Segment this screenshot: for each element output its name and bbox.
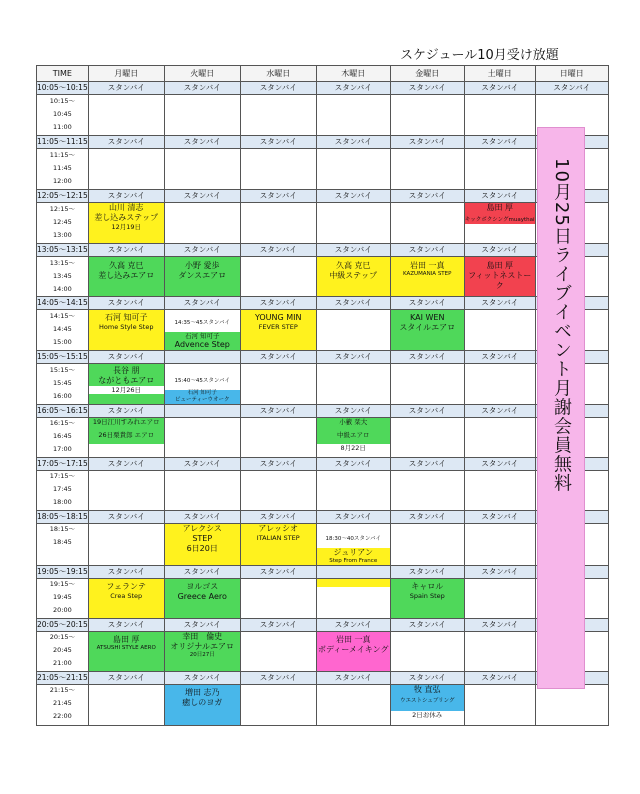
standby-cell: スタンバイ bbox=[464, 136, 535, 149]
standby-cell: スタンバイ bbox=[164, 297, 240, 310]
standby-cell: スタンバイ bbox=[316, 457, 390, 470]
standby-cell: スタンバイ bbox=[88, 136, 164, 149]
slot-time: 19:15〜 19:45 20:00 bbox=[37, 578, 89, 618]
slot-time: 15:15〜 15:45 16:00 bbox=[37, 364, 89, 405]
standby-cell: スタンバイ bbox=[164, 457, 240, 470]
band-row bbox=[37, 404, 609, 417]
standby-cell: スタンバイ bbox=[88, 297, 164, 310]
standby-cell: スタンバイ bbox=[164, 136, 240, 149]
header-row bbox=[37, 66, 609, 82]
standby-cell: スタンバイ bbox=[464, 404, 535, 417]
band-time: 17:05〜17:15 bbox=[37, 457, 89, 470]
header-thursday: 木曜日 bbox=[316, 66, 390, 82]
class-cell: 18:30〜40スタンバイ ジュリアン Step From France bbox=[316, 523, 390, 565]
slot-row bbox=[37, 257, 609, 297]
slot-time: 13:15〜 13:45 14:00 bbox=[37, 257, 89, 297]
band-time: 19:05〜19:15 bbox=[37, 565, 89, 578]
band-row bbox=[37, 136, 609, 149]
standby-cell: スタンバイ bbox=[240, 82, 316, 95]
band-time: 10:05〜10:15 bbox=[37, 82, 89, 95]
schedule-title: スケジュール10月受け放題 bbox=[400, 48, 559, 63]
slot-time: 11:15〜 11:45 12:00 bbox=[37, 149, 89, 190]
class-cell bbox=[316, 578, 390, 618]
standby-cell: スタンバイ bbox=[464, 618, 535, 631]
standby-cell: スタンバイ bbox=[316, 618, 390, 631]
band-time: 21:05〜21:15 bbox=[37, 671, 89, 684]
band-time: 15:05〜15:15 bbox=[37, 351, 89, 364]
standby-cell: スタンバイ bbox=[390, 244, 464, 257]
band-row bbox=[37, 671, 609, 684]
standby-cell: スタンバイ bbox=[240, 510, 316, 523]
standby-cell: スタンバイ bbox=[88, 510, 164, 523]
slot-time: 14:15〜 14:45 15:00 bbox=[37, 310, 89, 351]
standby-cell: スタンバイ bbox=[464, 351, 535, 364]
standby-cell: スタンバイ bbox=[240, 404, 316, 417]
slot-row bbox=[37, 149, 609, 190]
standby-cell: スタンバイ bbox=[164, 82, 240, 95]
standby-cell: スタンバイ bbox=[164, 565, 240, 578]
slot-row bbox=[37, 364, 609, 405]
class-cell: 島田 厚 フィットネストーク bbox=[464, 257, 535, 297]
standby-cell: スタンバイ bbox=[88, 565, 164, 578]
class-cell: 小籔 栞大 中級エアロ 8月22日 bbox=[316, 417, 390, 457]
standby-cell: スタンバイ bbox=[316, 404, 390, 417]
band-time: 20:05〜20:15 bbox=[37, 618, 89, 631]
slot-row bbox=[37, 310, 609, 351]
class-cell: ヨルゴス Greece Aero bbox=[164, 578, 240, 618]
slot-row bbox=[37, 578, 609, 618]
class-cell: 14:35〜45スタンバイ 石河 知可子 Advence Step bbox=[164, 310, 240, 351]
band-row bbox=[37, 244, 609, 257]
class-cell: YOUNG MIN FEVER STEP bbox=[240, 310, 316, 351]
slot-time: 16:15〜 16:45 17:00 bbox=[37, 417, 89, 457]
band-time: 16:05〜16:15 bbox=[37, 404, 89, 417]
slot-row bbox=[37, 470, 609, 510]
class-cell: アレッシオ ITALIAN STEP bbox=[240, 523, 316, 565]
slot-time: 10:15〜 10:45 11:00 bbox=[37, 95, 89, 136]
header-time: TIME bbox=[37, 66, 89, 82]
standby-cell: スタンバイ bbox=[390, 457, 464, 470]
band-time: 13:05〜13:15 bbox=[37, 244, 89, 257]
standby-cell: スタンバイ bbox=[164, 671, 240, 684]
class-cell: KAI WEN スタイルエアロ bbox=[390, 310, 464, 351]
live-event-text: 10月25日ライブイベント月謝会員無料 bbox=[551, 158, 572, 493]
band-row bbox=[37, 297, 609, 310]
standby-cell: スタンバイ bbox=[240, 244, 316, 257]
slot-time: 18:15〜 18:45 bbox=[37, 523, 89, 565]
band-time: 11:05〜11:15 bbox=[37, 136, 89, 149]
class-cell: 15:40〜45スタンバイ 石河 知可子 ビューティーウオーク bbox=[164, 364, 240, 405]
band-row bbox=[37, 457, 609, 470]
slot-row bbox=[37, 417, 609, 457]
class-cell: 長谷 朋 ながともエアロ 12月26日 bbox=[88, 364, 164, 405]
standby-cell: スタンバイ bbox=[316, 510, 390, 523]
header-sunday: 日曜日 bbox=[535, 66, 608, 82]
band-row bbox=[37, 190, 609, 203]
slot-time: 20:15〜 20:45 21:00 bbox=[37, 631, 89, 671]
slot-row bbox=[37, 631, 609, 671]
band-time: 14:05〜14:15 bbox=[37, 297, 89, 310]
class-cell: 山川 清志 差し込みステップ 12月19日 bbox=[88, 203, 164, 244]
standby-cell: スタンバイ bbox=[88, 351, 164, 364]
slot-time: 21:15〜 21:45 22:00 bbox=[37, 684, 89, 725]
standby-cell: スタンバイ bbox=[316, 136, 390, 149]
standby-cell: スタンバイ bbox=[240, 190, 316, 203]
band-row bbox=[37, 565, 609, 578]
header-monday: 月曜日 bbox=[88, 66, 164, 82]
standby-cell: スタンバイ bbox=[464, 510, 535, 523]
standby-cell: スタンバイ bbox=[88, 190, 164, 203]
standby-cell: スタンバイ bbox=[88, 618, 164, 631]
standby-cell: スタンバイ bbox=[316, 190, 390, 203]
class-cell: 増田 志乃 癒しのヨガ bbox=[164, 684, 240, 725]
standby-cell: スタンバイ bbox=[164, 618, 240, 631]
standby-cell: スタンバイ bbox=[464, 457, 535, 470]
header-tuesday: 火曜日 bbox=[164, 66, 240, 82]
class-cell: 島田 厚 ATSUSHI STYLE AERO bbox=[88, 631, 164, 671]
band-row bbox=[37, 510, 609, 523]
standby-cell: スタンバイ bbox=[316, 351, 390, 364]
class-cell: アレクシス STEP 6日20日 bbox=[164, 523, 240, 565]
standby-cell: スタンバイ bbox=[240, 671, 316, 684]
standby-cell: スタンバイ bbox=[464, 82, 535, 95]
slot-time: 17:15〜 17:45 18:00 bbox=[37, 470, 89, 510]
standby-cell: スタンバイ bbox=[464, 190, 535, 203]
standby-cell: スタンバイ bbox=[390, 82, 464, 95]
standby-cell: スタンバイ bbox=[88, 244, 164, 257]
class-cell: 小野 愛歩 ダンスエアロ bbox=[164, 257, 240, 297]
standby-cell: スタンバイ bbox=[316, 82, 390, 95]
standby-cell: スタンバイ bbox=[390, 297, 464, 310]
slot-row bbox=[37, 684, 609, 725]
class-cell: 19日江川すみれエアロ 26日栗貴郎 エアロ bbox=[88, 417, 164, 457]
standby-cell: スタンバイ bbox=[390, 351, 464, 364]
standby-cell: スタンバイ bbox=[240, 351, 316, 364]
class-cell: 久高 克巳 中級ステップ bbox=[316, 257, 390, 297]
standby-cell: スタンバイ bbox=[464, 244, 535, 257]
standby-cell: スタンバイ bbox=[535, 82, 608, 95]
class-cell: キャロル Spain Step bbox=[390, 578, 464, 618]
standby-cell: スタンバイ bbox=[390, 618, 464, 631]
class-cell: 牧 直弘 ウエストシェブリング 2日お休み bbox=[390, 684, 464, 725]
standby-cell: スタンバイ bbox=[390, 136, 464, 149]
standby-cell: スタンバイ bbox=[464, 671, 535, 684]
standby-cell: スタンバイ bbox=[88, 457, 164, 470]
standby-cell: スタンバイ bbox=[88, 82, 164, 95]
standby-cell: スタンバイ bbox=[164, 244, 240, 257]
slot-row bbox=[37, 523, 609, 565]
live-event-banner bbox=[537, 127, 585, 689]
slot-time: 12:15〜 12:45 13:00 bbox=[37, 203, 89, 244]
standby-cell: スタンバイ bbox=[390, 190, 464, 203]
standby-cell: スタンバイ bbox=[464, 297, 535, 310]
standby-cell: スタンバイ bbox=[464, 565, 535, 578]
class-cell: 石河 知可子 Home Style Step bbox=[88, 310, 164, 351]
standby-cell: スタンバイ bbox=[88, 404, 164, 417]
standby-cell: スタンバイ bbox=[316, 671, 390, 684]
standby-cell: スタンバイ bbox=[390, 565, 464, 578]
band-time: 12:05〜12:15 bbox=[37, 190, 89, 203]
band-row bbox=[37, 618, 609, 631]
schedule-table bbox=[36, 65, 609, 726]
header-friday: 金曜日 bbox=[390, 66, 464, 82]
standby-cell: スタンバイ bbox=[240, 136, 316, 149]
standby-cell: スタンバイ bbox=[390, 510, 464, 523]
header-wednesday: 水曜日 bbox=[240, 66, 316, 82]
standby-cell: スタンバイ bbox=[164, 510, 240, 523]
standby-cell: スタンバイ bbox=[390, 671, 464, 684]
class-cell: 幸田 倫史 オリジナルエアロ 20日27日 bbox=[164, 631, 240, 671]
band-row bbox=[37, 82, 609, 95]
header-saturday: 土曜日 bbox=[464, 66, 535, 82]
slot-row bbox=[37, 203, 609, 244]
class-cell: 岩田 一真 KAZUMANIA STEP bbox=[390, 257, 464, 297]
band-row bbox=[37, 351, 609, 364]
standby-cell: スタンバイ bbox=[88, 671, 164, 684]
class-cell: 島田 厚 キックボクシングmuaythai bbox=[464, 203, 535, 244]
class-cell: 久高 克巳 差し込みエアロ bbox=[88, 257, 164, 297]
standby-cell: スタンバイ bbox=[240, 565, 316, 578]
standby-cell: スタンバイ bbox=[240, 618, 316, 631]
standby-cell: スタンバイ bbox=[316, 244, 390, 257]
standby-cell: スタンバイ bbox=[164, 190, 240, 203]
standby-cell: スタンバイ bbox=[390, 404, 464, 417]
standby-cell: スタンバイ bbox=[316, 297, 390, 310]
class-cell: フェランテ Crea Step bbox=[88, 578, 164, 618]
slot-row bbox=[37, 95, 609, 136]
band-time: 18:05〜18:15 bbox=[37, 510, 89, 523]
standby-cell: スタンバイ bbox=[240, 297, 316, 310]
class-cell: 岩田 一真 ボディーメイキング bbox=[316, 631, 390, 671]
standby-cell: スタンバイ bbox=[240, 457, 316, 470]
